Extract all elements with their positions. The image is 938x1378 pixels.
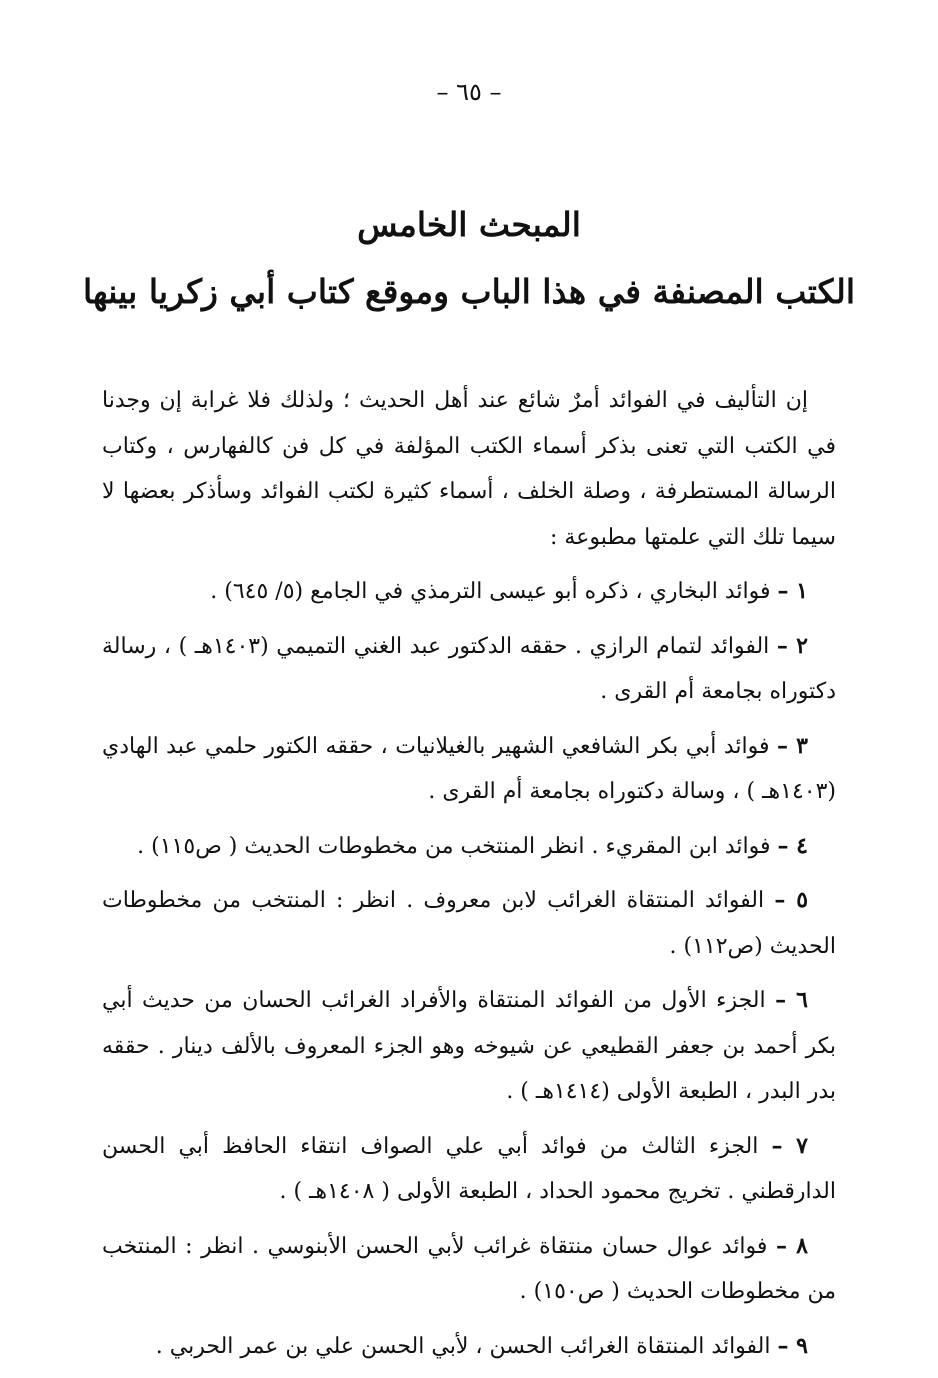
list-item-text: فوائد البخاري ، ذكره أبو عيسى الترمذي في الجامع (٥/ ٦٤٥) . (210, 579, 771, 604)
list-item (102, 569, 836, 615)
list-item (102, 1224, 836, 1315)
list-item-number: ٨ – (775, 1232, 808, 1259)
list-item (102, 1124, 836, 1215)
list-item-number: ٦ – (775, 987, 808, 1013)
list-item-number: ٥ – (774, 887, 809, 913)
list-item-number: ٧ – (771, 1132, 808, 1159)
section-title: الكتب المصنفة في هذا الباب وموقع كتاب أبي زكريا بينها (82, 272, 856, 311)
list-item-number: ٤ – (777, 832, 808, 859)
list-item-text: الفوائد المنتقاة الغرائب الحسن ، لأبي الحسن علي بن عمر الحربي . (155, 1333, 771, 1359)
list-item-text: الجزء الثالث من فوائد أبي علي الصواف انتقاء الحافظ أبي الحسن الدارقطني . تخريج محمود الحداد ، الطبعة الأولى ( ١٤٠٨هـ ) . (102, 1133, 836, 1204)
body-text (102, 378, 836, 1378)
list-item-number: ٩ – (777, 1332, 808, 1359)
list-item-text: الفوائد المنتقاة الغرائب لابن معروف . انظر : المنتخب من مخطوطات الحديث (ص١١٢) . (102, 888, 836, 959)
list-item (102, 824, 836, 870)
list-item (102, 978, 836, 1115)
list-item-text: الجزء الأول من الفوائد المنتقاة والأفراد الغرائب الحسان من حديث أبي بكر أحمد بن جعفر القطيعي عن شيوخه وهو الجزء المعروف بالألف دينار . حققه بدر البدر ، الطبعة الأولى (١٤١٤هـ ) . (102, 988, 836, 1104)
list-item-number: ٢ – (776, 632, 808, 659)
list-item-text: فوائد عوال حسان منتقاة غرائب لأبي الحسن الأبنوسي . انظر : المنتخب من مخطوطات الحديث ( ص١٥٠) . (102, 1233, 836, 1304)
list-item (102, 624, 836, 715)
list-item-number: ٣ – (777, 732, 808, 759)
section-heading: المبحث الخامس (357, 205, 581, 244)
list-item (102, 878, 836, 969)
list-item (102, 1324, 836, 1370)
list-item-number: ١ – (777, 578, 808, 604)
list-item-text: الفوائد لتمام الرازي . حققه الدكتور عبد الغني التميمي (١٤٠٣هـ ) ، رسالة دكتوراه بجامعة أم القرى . (102, 633, 836, 704)
list-item (102, 724, 836, 815)
list-item-text: فوائد ابن المقريء . انظر المنتخب من مخطوطات الحديث ( ص١١٥) . (137, 833, 771, 859)
list-item-text: فوائد أبي بكر الشافعي الشهير بالغيلانيات ، حققه الكتور حلمي عبد الهادي (١٤٠٣هـ ) ، وسالة دكتوراه بجامعة أم القرى . (102, 733, 836, 804)
intro-paragraph: إن التأليف في الفوائد أمرٌ شائع عند أهل الحديث ؛ ولذلك فلا غرابة إن وجدنا في الكتب التي تعنى بذكر أسماء الكتب المؤلفة في كل فن كالفهارس ، وكتاب الرسالة المستطرفة ، وصلة الخلف ، أسماء كثيرة لكتب الفوائد وسأذكر بعضها لا سيما تلك التي علمتها مطبوعة : (102, 388, 836, 550)
page-number: – ٦٥ – (436, 78, 502, 106)
